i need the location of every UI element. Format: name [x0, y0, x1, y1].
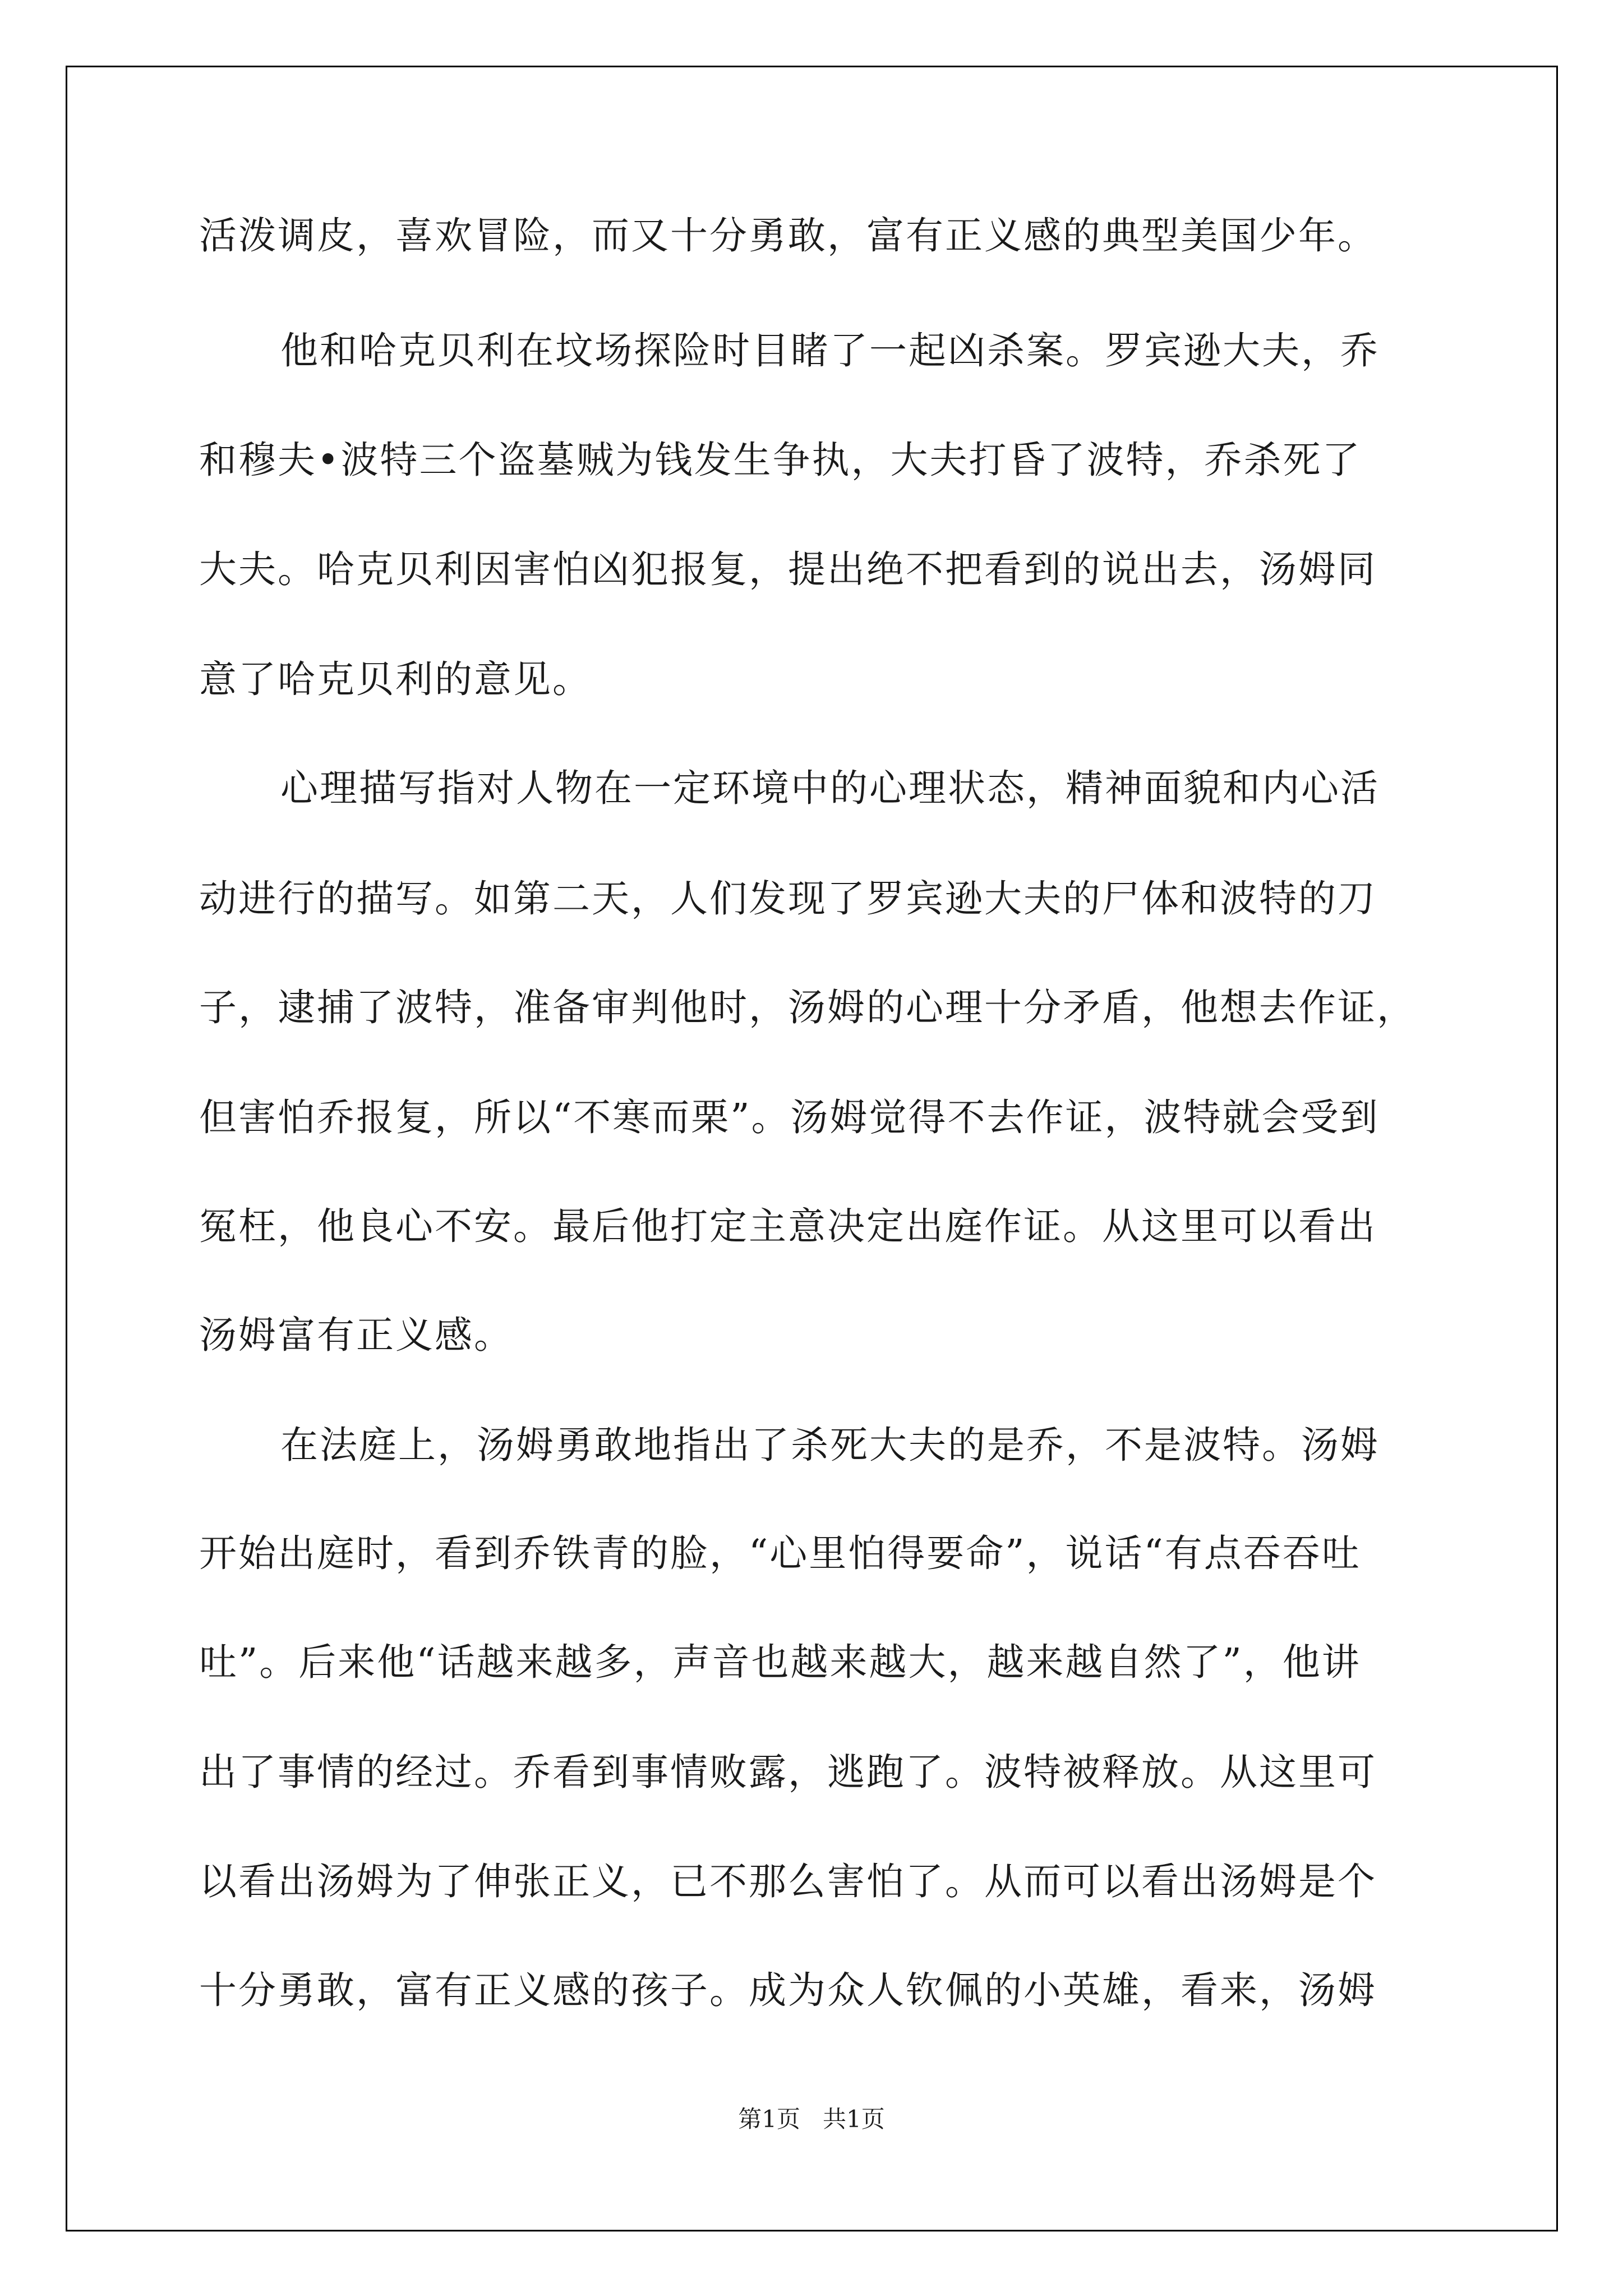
text-line: 意了哈克贝利的意见。 [199, 657, 592, 701]
text-line: 冤枉，他良心不安。最后他打定主意决定出庭作证。从这里可以看出 [199, 1204, 1377, 1248]
text-line: 开始出庭时，看到乔铁青的脸，“心里怕得要命”，说话“有点吞吞吐 [199, 1531, 1361, 1575]
text-line: 和穆夫•波特三个盗墓贼为钱发生争执，大夫打昏了波特，乔杀死了 [199, 438, 1362, 482]
text-line: 吐”。后来他“话越来越多，声音也越来越大，越来越自然了”，他讲 [199, 1640, 1361, 1684]
paragraph-start-line: 在法庭上，汤姆勇敢地指出了杀死大夫的是乔，不是波特。汤姆 [280, 1423, 1380, 1467]
paragraph-start-line: 心理描写指对人物在一定环境中的心理状态，精神面貌和内心活 [280, 766, 1380, 810]
text-line: 动进行的描写。如第二天，人们发现了罗宾逊大夫的尸体和波特的刀 [199, 877, 1377, 921]
text-line: 大夫。哈克贝利因害怕凶犯报复，提出绝不把看到的说出去，汤姆同 [199, 547, 1377, 591]
text-line: 子，逮捕了波特，准备审判他时，汤姆的心理十分矛盾，他想去作证， [199, 986, 1416, 1029]
paragraph-start-line: 他和哈克贝利在坟场探险时目睹了一起凶杀案。罗宾逊大夫，乔 [280, 329, 1380, 372]
text-line: 以看出汤姆为了伸张正义，已不那么害怕了。从而可以看出汤姆是个 [199, 1860, 1377, 1903]
text-line: 汤姆富有正义感。 [199, 1313, 513, 1357]
text-line: 活泼调皮，喜欢冒险，而又十分勇敢，富有正义感的典型美国少年。 [199, 214, 1377, 257]
text-line: 十分勇敢，富有正义感的孩子。成为众人钦佩的小英雄，看来，汤姆 [199, 1968, 1377, 2012]
page-footer: 第1页 共1页 [738, 2105, 885, 2133]
text-line: 出了事情的经过。乔看到事情败露，逃跑了。波特被释放。从这里可 [199, 1750, 1377, 1794]
text-line: 但害怕乔报复，所以“不寒而栗”。汤姆觉得不去作证，波特就会受到 [199, 1096, 1380, 1139]
